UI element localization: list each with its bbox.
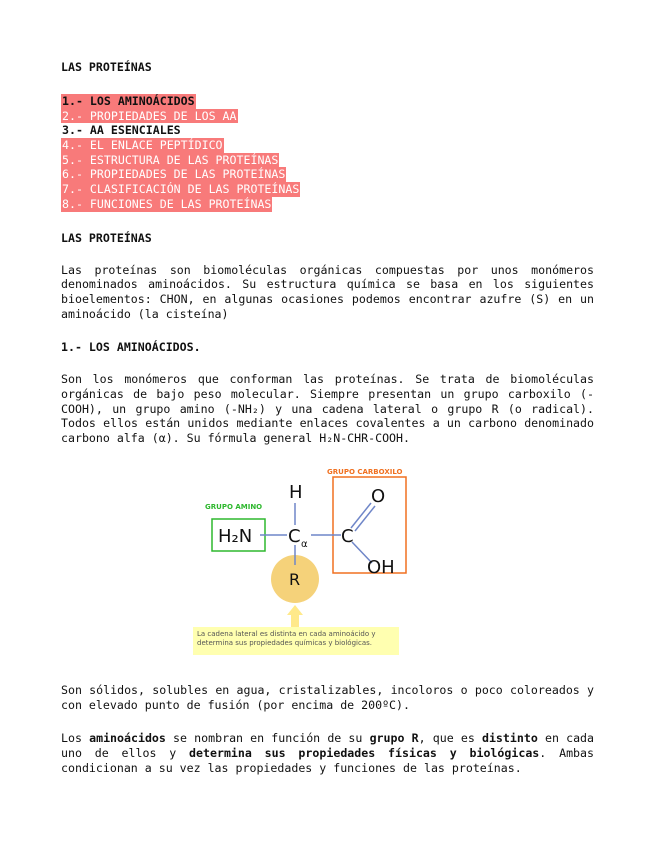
- naming-text-5: . Ambas condicionan a su vez las propiedades y funciones de las proteínas.: [61, 745, 594, 775]
- toc-link-5[interactable]: 5.- ESTRUCTURA DE LAS PROTEÍNAS: [62, 152, 279, 167]
- toc-link-2[interactable]: 2.- PROPIEDADES DE LOS AA: [62, 108, 237, 123]
- intro-paragraph: Las proteínas son biomoléculas orgánicas compuestas por unos monómeros denominados aminoácidos. Su estructura química se basa en los siguientes bioelementos: CHON, en algunas ocasiones podemos encontrar azufre (S) en un aminoácido (la cisteína): [61, 262, 594, 321]
- table-of-contents: [61, 94, 594, 212]
- toc-row: [61, 138, 594, 153]
- amino-acid-diagram: [61, 465, 594, 665]
- naming-text-4: en cada uno de ellos y: [61, 731, 595, 760]
- carboxyl-group-label: GRUPO CARBOXILO: [327, 467, 403, 476]
- toc-link-1[interactable]: 1.- LOS AMINOÁCIDOS: [62, 94, 195, 108]
- arrow-up-icon: [287, 605, 303, 627]
- section-aminoacidos-heading: 1.- LOS AMINOÁCIDOS.: [61, 340, 201, 355]
- naming-text-3: , que es: [418, 731, 482, 746]
- naming-bold-aminoacidos: aminoácidos: [89, 731, 166, 746]
- naming-bold-distinto: distinto: [481, 731, 538, 746]
- properties-paragraph: Son sólidos, solubles en agua, cristalizables, incoloros o poco coloreados y con elevado punto de fusión (por encima de 200ºC).: [61, 682, 594, 712]
- toc-link-6[interactable]: 6.- PROPIEDADES DE LAS PROTEÍNAS: [62, 167, 286, 182]
- toc-link-7[interactable]: 7.- CLASIFICACIÓN DE LAS PROTEÍNAS: [62, 182, 300, 197]
- atom-o: O: [371, 485, 386, 507]
- atom-h: H: [289, 481, 303, 503]
- amino-acid-structure: [191, 465, 431, 630]
- alpha-symbol: α: [301, 538, 308, 550]
- toc-link-4[interactable]: 4.- EL ENLACE PEPTÍDICO: [62, 138, 223, 153]
- side-chain-caption: La cadena lateral es distinta en cada aminoácido y determina sus propiedades químicas y biológicas.: [193, 627, 399, 655]
- aminoacidos-paragraph: Son los monómeros que conforman las proteínas. Se trata de biomoléculas orgánicas de bajo peso molecular. Siempre presentan un grupo carboxilo (-COOH), un grupo amino (-NH₂) y una cadena lateral o grupo R (o radical). Todos ellos están unidos mediante enlaces covalentes a un carbono denominado carbono alfa (α). Su fórmula general H₂N-CHR-COOH.: [61, 372, 594, 446]
- atom-oh: OH: [367, 556, 395, 578]
- naming-paragraph: [61, 731, 594, 775]
- toc-row: [61, 153, 594, 168]
- naming-text-1: Los: [61, 731, 90, 746]
- amino-group-label: GRUPO AMINO: [205, 502, 263, 511]
- toc-row: [61, 167, 594, 182]
- atom-c-alpha: C: [288, 525, 301, 547]
- naming-text-2: se nombran en función de su: [165, 731, 370, 746]
- toc-row: [61, 109, 594, 124]
- toc-row: [61, 182, 594, 197]
- document-title: LAS PROTEÍNAS: [61, 60, 152, 74]
- naming-bold-grupo-r: grupo R: [369, 731, 419, 746]
- toc-row: [61, 123, 594, 138]
- toc-row: [61, 94, 594, 109]
- naming-bold-propiedades: determina sus propiedades físicas y biológicas: [189, 745, 540, 760]
- toc-row: [61, 197, 594, 212]
- document-page: [61, 60, 594, 794]
- atom-c: C: [341, 525, 354, 547]
- atom-r: R: [289, 569, 301, 589]
- toc-link-3: 3.- AA ESENCIALES: [62, 123, 181, 138]
- toc-link-8[interactable]: 8.- FUNCIONES DE LAS PROTEÍNAS: [62, 196, 272, 211]
- intro-heading: LAS PROTEÍNAS: [61, 230, 152, 245]
- atom-h2n: H₂N: [218, 525, 253, 547]
